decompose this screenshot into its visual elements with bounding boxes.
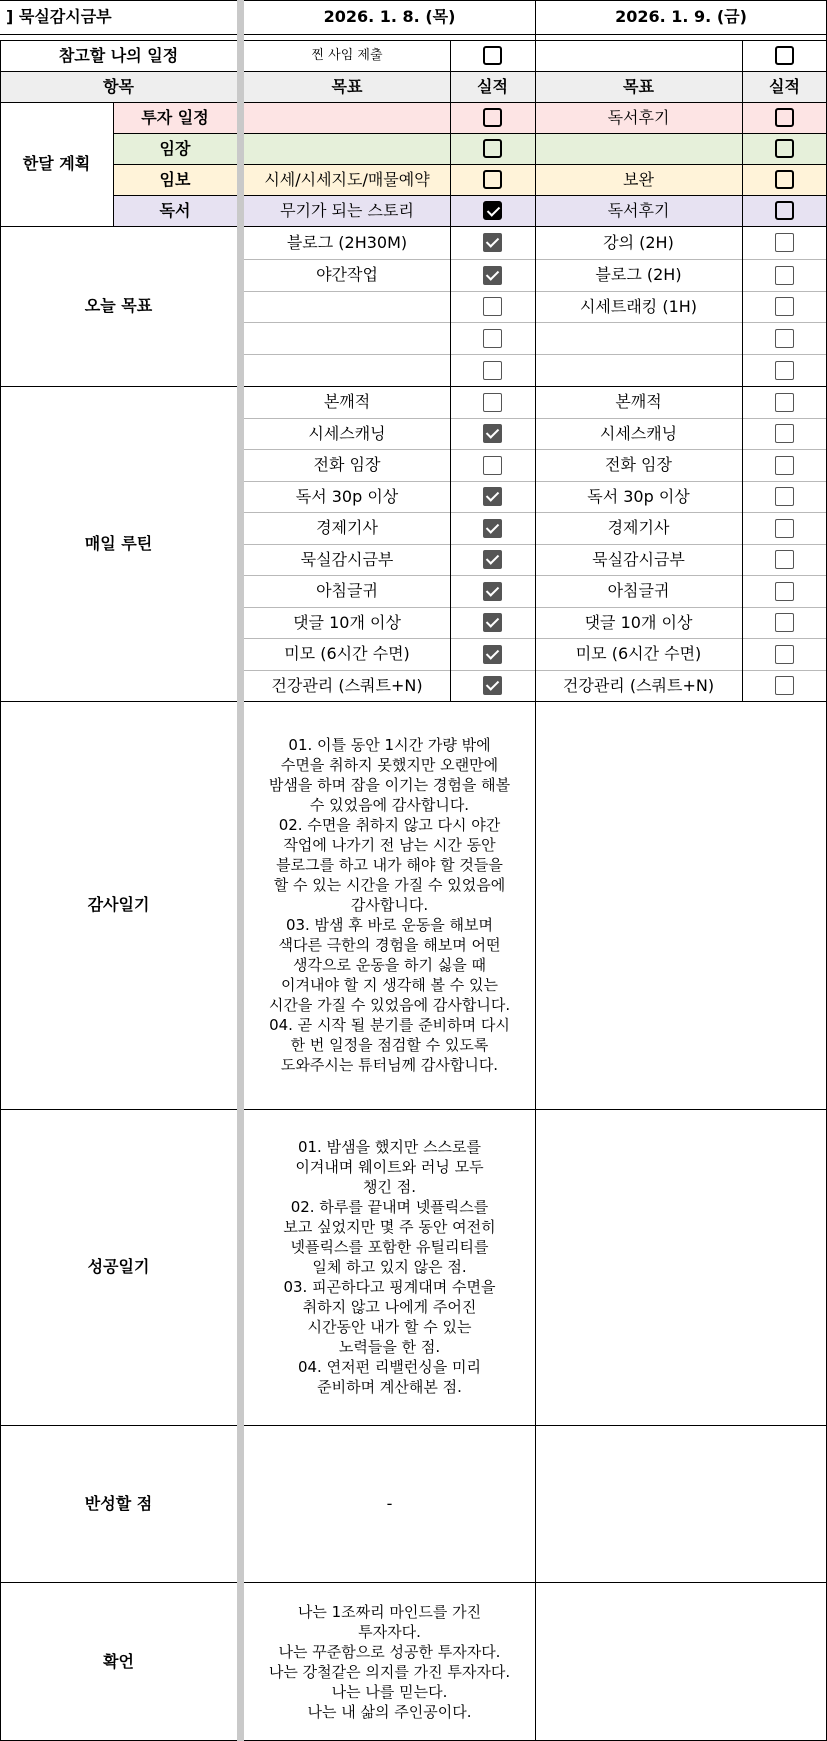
grid-hline bbox=[0, 1425, 237, 1426]
grid-hline bbox=[0, 71, 237, 72]
label-invest-schedule-text: 투자 일정 bbox=[141, 107, 209, 127]
routine-col2-checkbox-cell bbox=[742, 512, 827, 544]
grid-hline bbox=[113, 195, 237, 196]
today-goal-col2-checkbox[interactable] bbox=[775, 297, 794, 316]
date-col1 bbox=[244, 0, 535, 34]
affirmation-col2 bbox=[535, 1582, 827, 1741]
today-goal-col2-checkbox-cell bbox=[742, 354, 827, 386]
today-goal-col1 bbox=[244, 226, 450, 259]
routine-col2 bbox=[535, 418, 742, 449]
routine-col1 bbox=[244, 418, 450, 449]
label-reading bbox=[113, 195, 237, 226]
routine-col1-checkbox[interactable] bbox=[483, 393, 502, 412]
routine-col2-text: 독서 30p 이상 bbox=[587, 486, 690, 506]
month-reading-col1-text: 무기가 되는 스토리 bbox=[280, 200, 414, 220]
col1-goal-header bbox=[244, 71, 450, 102]
month-imjang-col2-checkbox[interactable] bbox=[775, 139, 794, 158]
label-imbo bbox=[113, 164, 237, 195]
routine-col2-checkbox[interactable] bbox=[775, 676, 794, 695]
routine-col1-text: 댓글 10개 이상 bbox=[293, 612, 401, 632]
grid-vline bbox=[535, 0, 536, 1741]
month-imbo-col1-checkbox-cell bbox=[450, 164, 535, 195]
routine-col1 bbox=[244, 386, 450, 418]
today-goal-col2 bbox=[535, 354, 742, 386]
today-goal-col1-checkbox[interactable] bbox=[483, 233, 502, 252]
routine-col2-text: 미모 (6시간 수면) bbox=[575, 644, 702, 664]
grid-hline bbox=[113, 133, 237, 134]
label-affirmation bbox=[0, 1582, 237, 1741]
routine-col2 bbox=[535, 670, 742, 701]
label-item-text: 항목 bbox=[103, 76, 134, 96]
routine-col1-text: 묵실감시금부 bbox=[300, 549, 394, 569]
label-item bbox=[0, 71, 237, 102]
routine-col1-checkbox-cell bbox=[450, 418, 535, 449]
month-imjang-col2 bbox=[535, 133, 742, 164]
routine-col2 bbox=[535, 481, 742, 512]
routine-col2-checkbox-cell bbox=[742, 670, 827, 701]
routine-col2-checkbox-cell bbox=[742, 481, 827, 512]
sheet-title-text: ] 묵실감시금부 bbox=[6, 7, 112, 27]
label-invest-schedule bbox=[113, 102, 237, 133]
col1-goal-header-text: 목표 bbox=[331, 76, 363, 96]
label-gratitude bbox=[0, 701, 237, 1109]
routine-col1-text: 미모 (6시간 수면) bbox=[284, 644, 410, 664]
today-goal-col2-checkbox[interactable] bbox=[775, 233, 794, 252]
routine-col1-text: 전화 임장 bbox=[313, 455, 381, 475]
today-goal-col2-text: 강의 (2H) bbox=[603, 232, 674, 252]
label-imjang bbox=[113, 133, 237, 164]
month-invest-schedule-col2 bbox=[535, 102, 742, 133]
routine-col2-text: 본깨적 bbox=[615, 392, 662, 412]
success-col1-text: 01. 밤샘을 했지만 스스로를 이겨내며 웨이트와 러닝 모두 챙긴 점. 02. 하루를 끝내며 넷플릭스를 보고 싶었지만 몇 주 동안 여전히 넷플릭스를 포함한 유틸리티를 일체 하고 있지 않은 점. 03. 피곤하다고 핑계대며 수면을 취하지 않고 나에게 주어진 시간동안 내가 할 수 있는 노력들을 한 점. 04. 연저펀 리밸런싱을 미리 준비하며 계산해본 점. bbox=[283, 1138, 496, 1396]
month-imbo-col1-text: 시세/시세지도/매물예약 bbox=[264, 169, 430, 189]
routine-col1 bbox=[244, 607, 450, 638]
label-reading-text: 독서 bbox=[159, 200, 191, 220]
routine-col2 bbox=[535, 544, 742, 575]
date-col1-text: 2026. 1. 8. (목) bbox=[323, 7, 456, 27]
routine-col2-checkbox-cell bbox=[742, 449, 827, 481]
routine-col1 bbox=[244, 544, 450, 575]
routine-col2-text: 아침글귀 bbox=[607, 581, 670, 601]
label-gratitude-text: 감사일기 bbox=[87, 895, 150, 915]
label-affirmation-text: 확언 bbox=[103, 1651, 134, 1671]
grid-vline bbox=[450, 40, 451, 701]
col2-result-header bbox=[742, 71, 827, 102]
month-imbo-col1 bbox=[244, 164, 450, 195]
today-goal-col2-text: 블로그 (2H) bbox=[595, 265, 682, 285]
routine-col1 bbox=[244, 575, 450, 607]
routine-col2-text: 전화 임장 bbox=[605, 455, 672, 475]
date-col2 bbox=[535, 0, 827, 34]
schedule-col1-checkbox-cell bbox=[450, 40, 535, 71]
today-goal-col1-checkbox-cell bbox=[450, 291, 535, 322]
label-today-goal-text: 오늘 목표 bbox=[84, 296, 153, 316]
month-imbo-col2-checkbox[interactable] bbox=[775, 170, 794, 189]
routine-col1-checkbox-cell bbox=[450, 481, 535, 512]
today-goal-col2 bbox=[535, 322, 742, 354]
routine-col1-checkbox-cell bbox=[450, 512, 535, 544]
month-invest-schedule-col1-checkbox[interactable] bbox=[483, 108, 502, 127]
month-imbo-col2-checkbox-cell bbox=[742, 164, 827, 195]
month-reading-col2-checkbox-cell bbox=[742, 195, 827, 226]
success-col1 bbox=[244, 1109, 535, 1425]
label-month-plan-text: 한달 계획 bbox=[22, 154, 91, 174]
month-imbo-col1-checkbox[interactable] bbox=[483, 170, 502, 189]
gratitude-col1 bbox=[244, 701, 535, 1109]
routine-col1 bbox=[244, 638, 450, 670]
schedule-col2-checkbox[interactable] bbox=[775, 46, 794, 65]
month-invest-schedule-col1 bbox=[244, 102, 450, 133]
month-reading-col2-text: 독서후기 bbox=[607, 200, 670, 220]
today-goal-col1 bbox=[244, 354, 450, 386]
reflection-col1 bbox=[244, 1425, 535, 1582]
routine-col1-checkbox[interactable] bbox=[483, 550, 502, 569]
routine-col1-checkbox-cell bbox=[450, 449, 535, 481]
month-imbo-col2 bbox=[535, 164, 742, 195]
grid-hline bbox=[0, 386, 237, 387]
grid-vline bbox=[742, 40, 743, 701]
label-schedule bbox=[0, 40, 237, 71]
routine-col2 bbox=[535, 449, 742, 481]
label-success-text: 성공일기 bbox=[87, 1257, 150, 1277]
column-separator bbox=[237, 0, 244, 1741]
col1-result-header bbox=[450, 71, 535, 102]
col2-goal-header-text: 목표 bbox=[623, 76, 654, 96]
today-goal-col1-text: 야간작업 bbox=[316, 265, 378, 285]
col1-result-header-text: 실적 bbox=[477, 76, 508, 96]
grid-hline bbox=[0, 34, 237, 35]
grid-hline bbox=[0, 1109, 237, 1110]
routine-col2-checkbox-cell bbox=[742, 575, 827, 607]
routine-col2-checkbox[interactable] bbox=[775, 424, 794, 443]
routine-col1-checkbox-cell bbox=[450, 638, 535, 670]
routine-col1 bbox=[244, 449, 450, 481]
routine-col1-text: 독서 30p 이상 bbox=[295, 486, 399, 506]
label-reflection-text: 반성할 점 bbox=[84, 1493, 153, 1513]
today-goal-col1-checkbox-cell bbox=[450, 226, 535, 259]
routine-col1-checkbox[interactable] bbox=[483, 645, 502, 664]
routine-col2-checkbox[interactable] bbox=[775, 519, 794, 538]
grid-hline bbox=[113, 226, 237, 227]
routine-col1-checkbox-cell bbox=[450, 544, 535, 575]
routine-col2-checkbox[interactable] bbox=[775, 487, 794, 506]
routine-col2-checkbox-cell bbox=[742, 418, 827, 449]
routine-col1-checkbox[interactable] bbox=[483, 456, 502, 475]
routine-col1-checkbox[interactable] bbox=[483, 676, 502, 695]
grid-vline bbox=[113, 102, 114, 226]
routine-col2-checkbox[interactable] bbox=[775, 393, 794, 412]
routine-col2-checkbox-cell bbox=[742, 544, 827, 575]
success-col2 bbox=[535, 1109, 827, 1425]
today-goal-col2 bbox=[535, 259, 742, 291]
today-goal-col1-checkbox[interactable] bbox=[483, 266, 502, 285]
routine-col2 bbox=[535, 575, 742, 607]
label-today-goal bbox=[0, 226, 237, 386]
routine-col2-checkbox[interactable] bbox=[775, 550, 794, 569]
today-goal-col2-checkbox-cell bbox=[742, 291, 827, 322]
month-reading-col1-checkbox[interactable] bbox=[483, 201, 502, 220]
col2-result-header-text: 실적 bbox=[769, 76, 800, 96]
routine-col1-text: 아침글귀 bbox=[316, 581, 378, 601]
date-col2-text: 2026. 1. 9. (금) bbox=[615, 7, 747, 27]
month-invest-schedule-col2-checkbox[interactable] bbox=[775, 108, 794, 127]
routine-col2-text: 경제기사 bbox=[607, 518, 670, 538]
routine-col1 bbox=[244, 512, 450, 544]
gratitude-col1-text: 01. 이틀 동안 1시간 가량 밖에 수면을 취하지 못했지만 오랜만에 밤샘을 하며 잠을 이기는 경험을 해볼 수 있었음에 감사합니다. 02. 수면을 취하지 않고 다시 야간 작업에 나가기 전 남는 시간 동안 블로그를 하고 내가 해야 할 것들을 할 수 있는 시간을 가질 수 있었음에 감사합니다. 03. 밤샘 후 바로 운동을 해보며 색다른 극한의 경험을 해보며 어떤 생각으로 운동을 하기 싫을 때 이겨내야 할 지 생각해 볼 수 있는 시간을 가질 수 있었음에 감사합니다. 04. 곧 시작 될 분기를 준비하며 다시 한 번 일정을 점검할 수 있도록 도와주시는 튜터님께 감사합니다. bbox=[268, 736, 511, 1074]
today-goal-col1-checkbox-cell bbox=[450, 322, 535, 354]
today-goal-col1-checkbox-cell bbox=[450, 259, 535, 291]
month-reading-col1-checkbox-cell bbox=[450, 195, 535, 226]
today-goal-col2-checkbox[interactable] bbox=[775, 361, 794, 380]
today-goal-col1-checkbox[interactable] bbox=[483, 361, 502, 380]
today-goal-col1-checkbox-cell bbox=[450, 354, 535, 386]
today-goal-col2-checkbox-cell bbox=[742, 322, 827, 354]
grid-hline bbox=[0, 0, 237, 1]
routine-col1-checkbox-cell bbox=[450, 386, 535, 418]
routine-col1-checkbox[interactable] bbox=[483, 519, 502, 538]
grid-hline bbox=[0, 701, 237, 702]
schedule-col2-checkbox-cell bbox=[742, 40, 827, 71]
routine-col1-checkbox-cell bbox=[450, 670, 535, 701]
today-goal-col1 bbox=[244, 259, 450, 291]
grid-hline bbox=[0, 1582, 237, 1583]
sheet-title bbox=[0, 0, 237, 34]
label-success bbox=[0, 1109, 237, 1425]
grid-vline bbox=[0, 40, 1, 1741]
reflection-col2 bbox=[535, 1425, 827, 1582]
month-invest-schedule-col1-checkbox-cell bbox=[450, 102, 535, 133]
label-daily-routine bbox=[0, 386, 237, 701]
grid-hline bbox=[0, 40, 237, 41]
routine-col1-text: 본깨적 bbox=[323, 392, 371, 412]
routine-col2 bbox=[535, 638, 742, 670]
month-imjang-col1 bbox=[244, 133, 450, 164]
today-goal-col1-checkbox[interactable] bbox=[483, 329, 502, 348]
routine-col1 bbox=[244, 670, 450, 701]
month-imjang-col1-checkbox[interactable] bbox=[483, 139, 502, 158]
routine-col2-text: 댓글 10개 이상 bbox=[584, 612, 693, 632]
routine-col2-checkbox[interactable] bbox=[775, 456, 794, 475]
col2-goal-header bbox=[535, 71, 742, 102]
routine-col1-text: 경제기사 bbox=[316, 518, 378, 538]
label-imbo-text: 임보 bbox=[159, 169, 191, 189]
routine-col1 bbox=[244, 481, 450, 512]
label-month-plan bbox=[0, 102, 113, 226]
routine-col2-checkbox[interactable] bbox=[775, 645, 794, 664]
routine-col1-checkbox[interactable] bbox=[483, 613, 502, 632]
month-imjang-col1-checkbox-cell bbox=[450, 133, 535, 164]
label-schedule-text: 참고할 나의 일정 bbox=[58, 45, 179, 65]
routine-col1-checkbox[interactable] bbox=[483, 582, 502, 601]
schedule-col2 bbox=[535, 40, 742, 71]
grid-hline bbox=[113, 164, 237, 165]
month-reading-col2 bbox=[535, 195, 742, 226]
routine-col1-checkbox-cell bbox=[450, 607, 535, 638]
routine-col1-checkbox-cell bbox=[450, 575, 535, 607]
grid-hline bbox=[0, 226, 113, 227]
today-goal-col2 bbox=[535, 226, 742, 259]
routine-col2-text: 시세스캐닝 bbox=[599, 423, 678, 443]
schedule-col1-text: 찐 사임 제출 bbox=[311, 47, 383, 63]
label-daily-routine-text: 매일 루틴 bbox=[84, 533, 153, 553]
today-goal-col1-text: 블로그 (2H30M) bbox=[286, 232, 408, 252]
routine-col2-checkbox[interactable] bbox=[775, 613, 794, 632]
routine-col2 bbox=[535, 512, 742, 544]
month-invest-schedule-col2-checkbox-cell bbox=[742, 102, 827, 133]
routine-col2-checkbox[interactable] bbox=[775, 582, 794, 601]
grid-hline bbox=[0, 102, 237, 103]
label-imjang-text: 임장 bbox=[159, 138, 191, 158]
gratitude-col2 bbox=[535, 701, 827, 1109]
routine-col1-checkbox[interactable] bbox=[483, 487, 502, 506]
today-goal-col2-checkbox-cell bbox=[742, 259, 827, 291]
today-goal-col1 bbox=[244, 322, 450, 354]
month-imbo-col2-text: 보완 bbox=[623, 169, 654, 189]
affirmation-col1 bbox=[244, 1582, 535, 1741]
today-goal-col2-text: 시세트래킹 (1H) bbox=[579, 296, 698, 316]
routine-col2-checkbox-cell bbox=[742, 638, 827, 670]
routine-col2-text: 묵실감시금부 bbox=[592, 549, 685, 569]
today-goal-col2-checkbox-cell bbox=[742, 226, 827, 259]
schedule-col1 bbox=[244, 40, 450, 71]
month-imjang-col2-checkbox-cell bbox=[742, 133, 827, 164]
reflection-col1-text: - bbox=[386, 1493, 393, 1513]
affirmation-col1-text: 나는 1조짜리 마인드를 가진 투자자다. 나는 꾸준함으로 성공한 투자자다. 나는 강철같은 의지를 가진 투자자다. 나는 나를 믿는다. 나는 내 삶의 주인공이다. bbox=[268, 1602, 511, 1721]
routine-col2-checkbox-cell bbox=[742, 607, 827, 638]
routine-col1-text: 건강관리 (스쿼트+N) bbox=[271, 675, 423, 695]
today-goal-col2-checkbox[interactable] bbox=[775, 329, 794, 348]
label-reflection bbox=[0, 1425, 237, 1582]
month-reading-col2-checkbox[interactable] bbox=[775, 201, 794, 220]
routine-col2-text: 건강관리 (스쿼트+N) bbox=[562, 675, 715, 695]
routine-col2 bbox=[535, 607, 742, 638]
routine-col2 bbox=[535, 386, 742, 418]
today-goal-col1-checkbox[interactable] bbox=[483, 297, 502, 316]
today-goal-col1 bbox=[244, 291, 450, 322]
routine-col1-text: 시세스캐닝 bbox=[308, 423, 386, 443]
today-goal-col2-checkbox[interactable] bbox=[775, 266, 794, 285]
month-reading-col1 bbox=[244, 195, 450, 226]
month-invest-schedule-col2-text: 독서후기 bbox=[607, 107, 670, 127]
routine-col2-checkbox-cell bbox=[742, 386, 827, 418]
today-goal-col2 bbox=[535, 291, 742, 322]
schedule-col1-checkbox[interactable] bbox=[483, 46, 502, 65]
routine-col1-checkbox[interactable] bbox=[483, 424, 502, 443]
